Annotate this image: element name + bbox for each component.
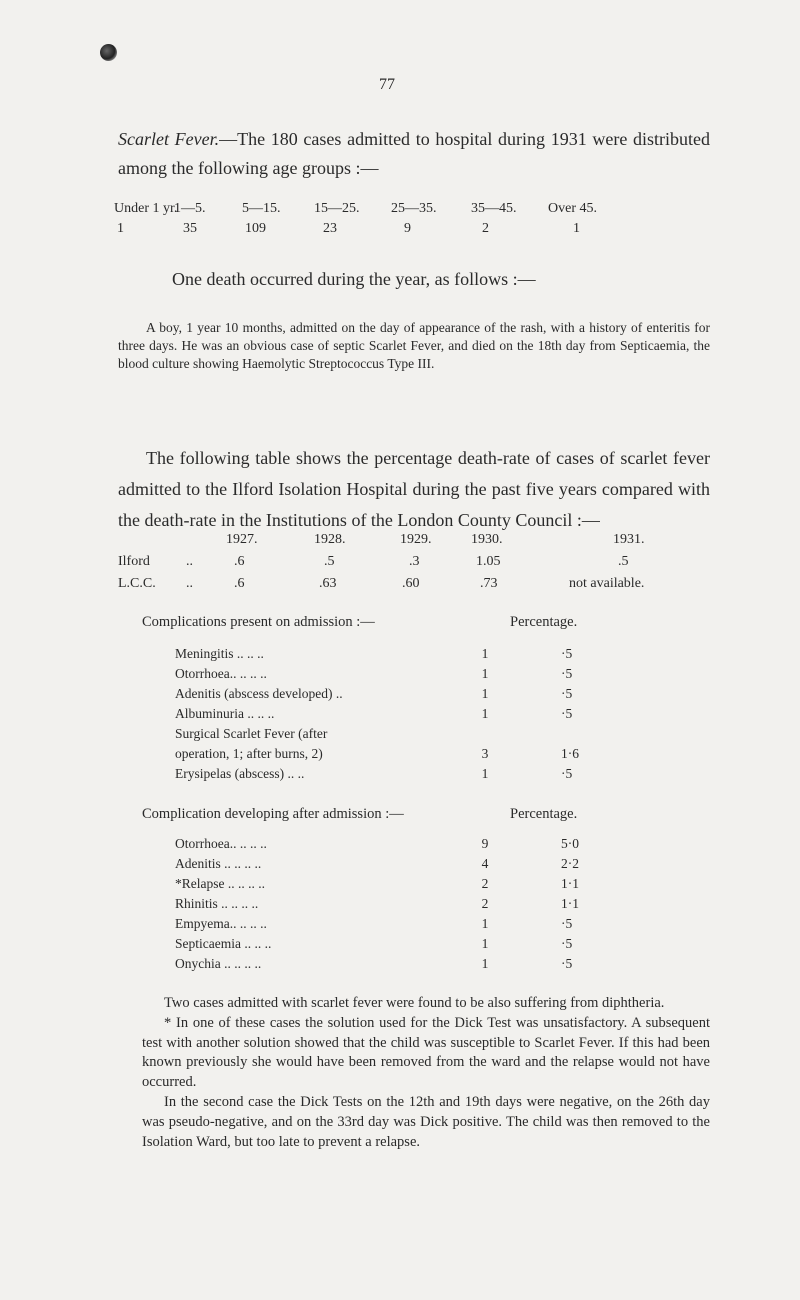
item-count: 1 bbox=[481, 936, 489, 951]
year-header-row bbox=[118, 532, 710, 554]
rate-value: .63 bbox=[319, 576, 337, 591]
row-label: Ilford bbox=[118, 554, 150, 569]
item-percentage: 1·6 bbox=[561, 746, 579, 761]
item-count: 1 bbox=[481, 666, 489, 681]
age-header: 35—45. bbox=[471, 201, 517, 216]
age-header: 5—15. bbox=[242, 201, 281, 216]
item-count: 2 bbox=[481, 896, 489, 911]
item-percentage: 1·1 bbox=[561, 896, 579, 911]
item-percentage: ·5 bbox=[561, 936, 573, 951]
list-item bbox=[175, 916, 625, 936]
rate-value: .5 bbox=[618, 554, 629, 569]
complications-after-admission-list bbox=[175, 836, 625, 976]
death-intro: One death occurred during the year, as follows :— bbox=[172, 269, 536, 289]
item-percentage: ·5 bbox=[561, 646, 573, 661]
item-count: 9 bbox=[481, 836, 489, 851]
item-count: 1 bbox=[481, 706, 489, 721]
age-value: 1 bbox=[573, 221, 580, 236]
list-item bbox=[175, 876, 625, 896]
item-name: Albuminuria .. .. .. bbox=[175, 706, 275, 721]
list-item bbox=[175, 956, 625, 976]
list-item bbox=[175, 706, 625, 726]
item-percentage: 1·1 bbox=[561, 876, 579, 891]
year-header: 1927. bbox=[226, 532, 258, 547]
year-header: 1929. bbox=[400, 532, 432, 547]
age-header: Under 1 yr. bbox=[114, 201, 178, 216]
list-item bbox=[175, 836, 625, 856]
age-value: 23 bbox=[323, 221, 337, 236]
item-percentage: 2·2 bbox=[561, 856, 579, 871]
list-item bbox=[175, 646, 625, 666]
item-count: 1 bbox=[481, 646, 489, 661]
leader-dots: .. bbox=[186, 554, 193, 569]
age-value: 109 bbox=[245, 221, 266, 236]
death-rate-table bbox=[118, 532, 710, 598]
list-item bbox=[175, 746, 625, 766]
item-count: 4 bbox=[481, 856, 489, 871]
table-row bbox=[118, 576, 710, 598]
age-header: 25—35. bbox=[391, 201, 437, 216]
year-header: 1931. bbox=[613, 532, 645, 547]
list-item bbox=[175, 686, 625, 706]
rate-value: .73 bbox=[480, 576, 498, 591]
item-name: Erysipelas (abscess) .. .. bbox=[175, 766, 305, 781]
rate-value: 1.05 bbox=[476, 554, 501, 569]
item-count: 1 bbox=[481, 766, 489, 781]
item-percentage: ·5 bbox=[561, 956, 573, 971]
row-label: L.C.C. bbox=[118, 576, 156, 591]
item-name: *Relapse .. .. .. .. bbox=[175, 876, 265, 891]
section-heading-on-admission bbox=[142, 614, 642, 631]
item-name: Adenitis (abscess developed) .. bbox=[175, 686, 343, 701]
age-group-value-row bbox=[114, 221, 714, 241]
list-item bbox=[175, 666, 625, 686]
age-group-header-row bbox=[114, 201, 714, 221]
age-header: 1—5. bbox=[174, 201, 206, 216]
rate-value: .60 bbox=[402, 576, 420, 591]
age-value: 2 bbox=[482, 221, 489, 236]
year-header: 1928. bbox=[314, 532, 346, 547]
item-count: 3 bbox=[481, 746, 489, 761]
section-heading-after-admission bbox=[142, 806, 642, 823]
intro-paragraph bbox=[118, 125, 710, 183]
item-percentage: ·5 bbox=[561, 916, 573, 931]
item-count: 1 bbox=[481, 916, 489, 931]
item-name: Onychia .. .. .. .. bbox=[175, 956, 262, 971]
section-heading: Complications present on admission :— bbox=[142, 614, 375, 630]
rate-value: .3 bbox=[409, 554, 420, 569]
intro-text: —The 180 cases admitted to hospital during 1931 were distributed among the following age groups :— bbox=[118, 129, 710, 178]
table-row bbox=[118, 554, 710, 576]
death-rate-intro: The following table shows the percentage death-rate of cases of scarlet fever admitted to the Ilford Isolation Hospital during the past five years compared with the death-rate in the Institutions of the London County Council :— bbox=[118, 448, 710, 530]
item-percentage: ·5 bbox=[561, 766, 573, 781]
death-detail: A boy, 1 year 10 months, admitted on the day of appearance of the rash, with a history of enteritis for three days. He was an obvious case of septic Scarlet Fever, and died on the 18th day from Septicaemia, the blood culture showing Haemolytic Streptococcus Type III. bbox=[118, 320, 710, 371]
section-heading: Complication developing after admission :— bbox=[142, 806, 404, 822]
age-group-table bbox=[114, 201, 714, 241]
year-header: 1930. bbox=[471, 532, 503, 547]
age-value: 9 bbox=[404, 221, 411, 236]
item-name: Adenitis .. .. .. .. bbox=[175, 856, 262, 871]
age-value: 1 bbox=[117, 221, 124, 236]
item-name: Otorrhoea.. .. .. .. bbox=[175, 836, 267, 851]
note-paragraph: In the second case the Dick Tests on the 12th and 19th days were negative, on the 26th day was pseudo-negative, and on the 33rd day was Dick positive. The child was then removed to the Isolation Ward, but too late to prevent a relapse. bbox=[142, 1093, 710, 1150]
item-percentage: 5·0 bbox=[561, 836, 579, 851]
rate-value: .6 bbox=[234, 554, 245, 569]
note-paragraph: Two cases admitted with scarlet fever were found to be also suffering from diphtheria. bbox=[164, 995, 665, 1011]
item-percentage: ·5 bbox=[561, 686, 573, 701]
item-name: Meningitis .. .. .. bbox=[175, 646, 264, 661]
list-item bbox=[175, 936, 625, 956]
list-item bbox=[175, 856, 625, 876]
page-number: 77 bbox=[379, 76, 395, 93]
percentage-heading: Percentage. bbox=[510, 806, 578, 822]
item-name: Empyema.. .. .. .. bbox=[175, 916, 267, 931]
item-name: Septicaemia .. .. .. bbox=[175, 936, 272, 951]
complications-on-admission-list bbox=[175, 646, 625, 786]
notes-section bbox=[142, 994, 710, 1152]
list-item bbox=[175, 766, 625, 786]
item-name: Otorrhoea.. .. .. .. bbox=[175, 666, 267, 681]
rate-value: .6 bbox=[234, 576, 245, 591]
age-value: 35 bbox=[183, 221, 197, 236]
age-header: Over 45. bbox=[548, 201, 597, 216]
item-percentage: ·5 bbox=[561, 706, 573, 721]
item-count: 2 bbox=[481, 876, 489, 891]
item-name: operation, 1; after burns, 2) bbox=[175, 746, 323, 761]
rate-value: not available. bbox=[569, 576, 645, 591]
age-header: 15—25. bbox=[314, 201, 360, 216]
item-percentage: ·5 bbox=[561, 666, 573, 681]
item-name: Rhinitis .. .. .. .. bbox=[175, 896, 259, 911]
item-name: Surgical Scarlet Fever (after bbox=[175, 726, 328, 741]
note-paragraph: * In one of these cases the solution used for the Dick Test was unsatisfactory. A subsequent test with another solution showed that the child was susceptible to Scarlet Fever. If this had been known previously she would have been removed from the ward and the relapse would not have occurred. bbox=[142, 1014, 710, 1091]
item-count: 1 bbox=[481, 956, 489, 971]
section-title: Scarlet Fever. bbox=[118, 129, 220, 149]
list-item bbox=[175, 896, 625, 916]
rate-value: .5 bbox=[324, 554, 335, 569]
item-count: 1 bbox=[481, 686, 489, 701]
list-item bbox=[175, 726, 625, 746]
ink-blot bbox=[100, 44, 117, 61]
percentage-heading: Percentage. bbox=[510, 614, 578, 630]
leader-dots: .. bbox=[186, 576, 193, 591]
